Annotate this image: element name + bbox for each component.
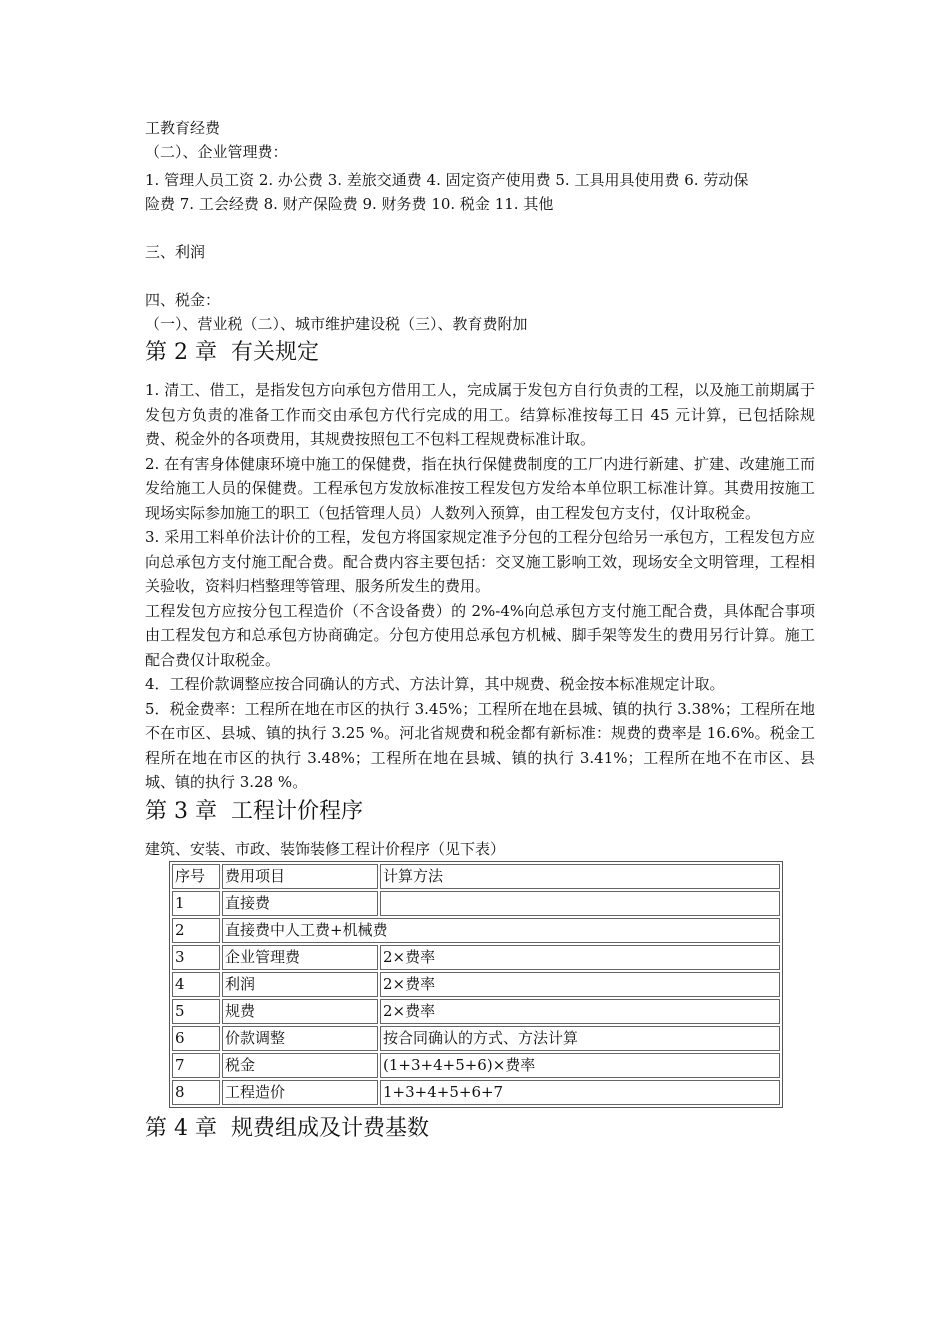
paragraph: 5．税金费率：工程所在地在市区的执行 3.45%；工程所在地在县城、镇的执行 3.38%；工程所在地不在市区、县城、镇的执行 3.25 %。河北省规费和税金都有新标准：规费的费率是 16.6%。税金工程所在地在市区的执行 3.48%；工程所在地在县城、镇的执行 3.41%；工程所在地不在市区、县城、镇的执行 3.28 %。: [145, 699, 815, 791]
table-row: [172, 972, 780, 997]
table-cell: 2: [172, 918, 220, 943]
text-line: 工教育经费: [145, 119, 221, 137]
chapter-number: 第 4 章: [145, 1115, 217, 1141]
table-cell: 2×费率: [380, 972, 780, 997]
paragraph: 工程发包方应按分包工程造价（不含设备费）的 2%-4%向总承包方支付施工配合费，具体配合事项由工程发包方和总承包方协商确定。分包方使用总承包方机械、脚手架等发生的费用另行计算。施工配合费仅计取税金。: [145, 601, 815, 669]
table-row: [172, 945, 780, 970]
chapter-number: 第 3 章: [145, 798, 217, 824]
chapter-2-heading: [145, 338, 815, 368]
table-cell: 3: [172, 945, 220, 970]
table-cell: 1: [172, 891, 220, 916]
table-cell: 2×费率: [380, 999, 780, 1024]
table-row: [172, 918, 780, 943]
chapter-4-heading: [145, 1114, 815, 1144]
header-cell: 费用项目: [222, 864, 378, 889]
chapter-title: 工程计价程序: [230, 798, 363, 824]
table-cell: [380, 891, 780, 916]
paragraph: 4．工程价款调整应按合同确认的方式、方法计算，其中规费、税金按本标准规定计取。: [145, 675, 725, 693]
pricing-procedure-table: [169, 861, 783, 1108]
table-cell: 按合同确认的方式、方法计算: [380, 1026, 780, 1051]
table-row: [172, 891, 780, 916]
text-line: 险费 7. 工会经费 8. 财产保险费 9. 财务费 10. 税金 11. 其他: [145, 195, 554, 213]
table-row: [172, 999, 780, 1024]
section-heading: （二）、企业管理费：: [145, 143, 288, 161]
table-cell: 直接费: [222, 891, 378, 916]
table-row: [172, 1053, 780, 1078]
table-intro: 建筑、安装、市政、装饰装修工程计价程序（见下表）: [145, 839, 506, 858]
table-cell: 6: [172, 1026, 220, 1051]
paragraph: 1. 清工、借工，是指发包方向承包方借用工人，完成属于发包方自行负责的工程，以及施工前期属于发包方负责的准备工作而交由承包方代行完成的用工。结算标准按每工日 45 元计算，已包括除规费、税金外的各项费用，其规费按照包工不包料工程规费标准计取。: [145, 381, 815, 448]
table-cell: 7: [172, 1053, 220, 1078]
table-cell: 直接费中人工费+机械费: [222, 918, 780, 943]
chapter-title: 规费组成及计费基数: [230, 1115, 429, 1141]
table-cell: 税金: [222, 1053, 378, 1078]
section-heading: 三、利润: [145, 243, 206, 261]
table-cell: 价款调整: [222, 1026, 378, 1051]
table-cell: 规费: [222, 999, 378, 1024]
table-cell: 5: [172, 999, 220, 1024]
paragraph: 3. 采用工料单价法计价的工程，发包方将国家规定准予分包的工程分包给另一承包方，工程发包方应向总承包方支付施工配合费。配合费内容主要包括：交叉施工影响工效，现场安全文明管理，工程相关验收，资料归档整理等管理、服务所发生的费用。: [145, 528, 815, 595]
text-line: 1. 管理人员工资 2. 办公费 3. 差旅交通费 4. 固定资产使用费 5. 工具用具使用费 6. 劳动保: [145, 171, 749, 189]
chapter-3-heading: [145, 797, 815, 827]
table-cell: 企业管理费: [222, 945, 378, 970]
header-cell: 计算方法: [380, 864, 780, 889]
table-cell: 8: [172, 1080, 220, 1105]
document-page: [145, 116, 815, 1154]
table-cell: (1+3+4+5+6)×费率: [380, 1053, 780, 1078]
paragraph: 2. 在有害身体健康环境中施工的保健费，指在执行保健费制度的工厂内进行新建、扩建、改建施工而发给施工人员的保健费。工程承包方发放标准按工程发包方发给本单位职工标准计算。其费用按施工现场实际参加施工的职工（包括管理人员）人数列入预算，由工程发包方支付，仅计取税金。: [145, 454, 815, 522]
text-line: （一）、营业税（二）、城市维护建设税（三）、教育费附加: [145, 315, 528, 333]
table-cell: 4: [172, 972, 220, 997]
table-row: [172, 1026, 780, 1051]
table-header-row: [172, 864, 780, 889]
table-cell: 利润: [222, 972, 378, 997]
chapter-number: 第 2 章: [145, 340, 217, 365]
header-cell: 序号: [172, 864, 220, 889]
section-heading: 四、税金：: [145, 291, 221, 309]
table-cell: 工程造价: [222, 1080, 378, 1105]
table-cell: 1+3+4+5+6+7: [380, 1080, 780, 1105]
table-cell: 2×费率: [380, 945, 780, 970]
chapter-title: 有关规定: [230, 340, 319, 365]
table-row: [172, 1080, 780, 1105]
